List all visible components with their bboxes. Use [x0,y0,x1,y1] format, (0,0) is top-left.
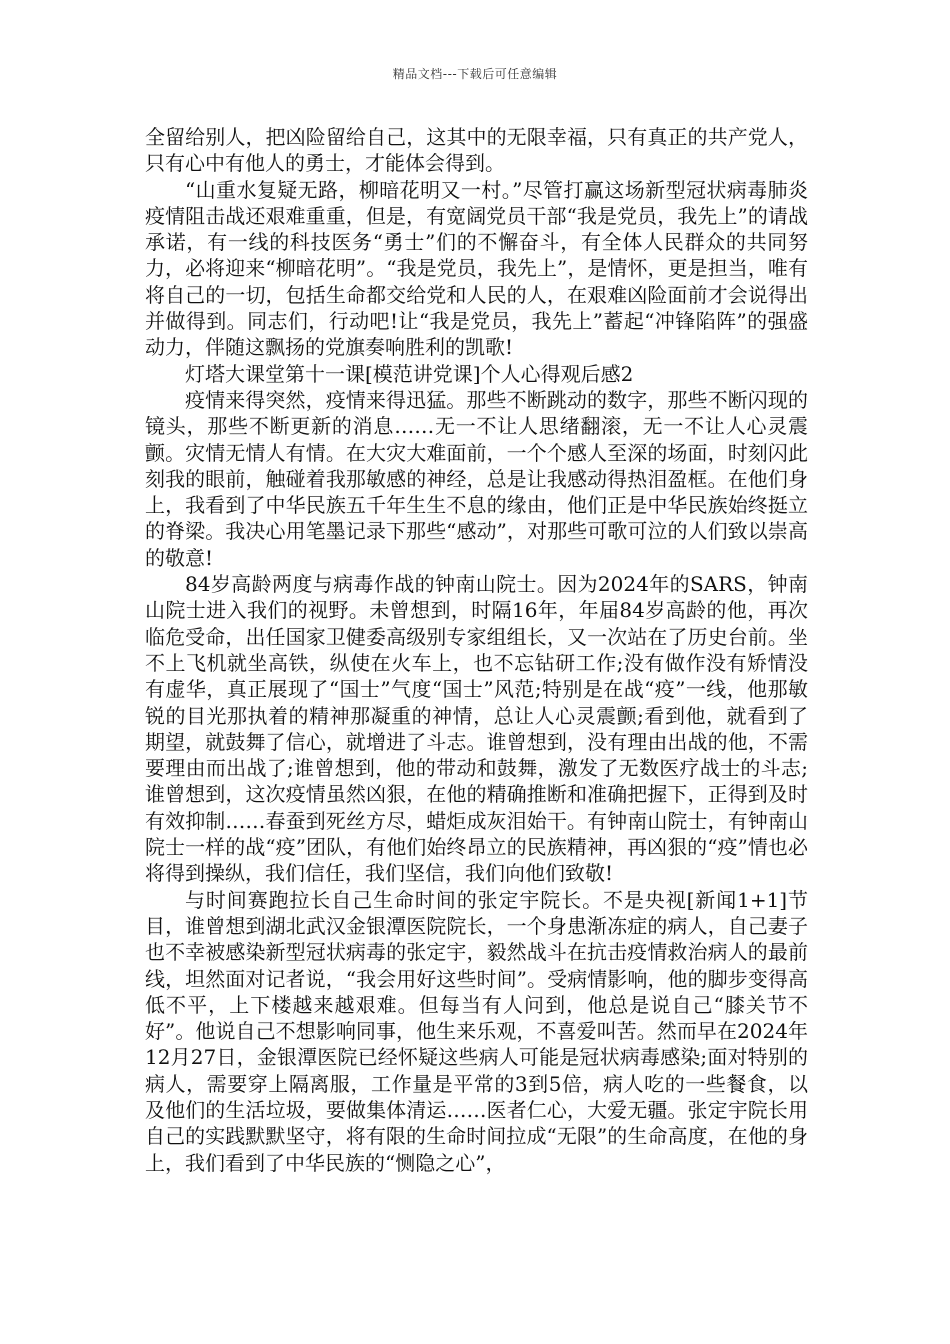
paragraph: “山重水复疑无路，柳暗花明又一村。”尽管打赢这场新型冠状病毒肺炎疫情阻击战还艰难重重，但是，有宽阔党员干部“我是党员，我先上”的请战承诺，有一线的科技医务“勇士”们的不懈奋斗，有全体人民群众的共同努力，必将迎来“柳暗花明”。“我是党员，我先上”，是情怀，更是担当，唯有将自己的一切，包括生命都交给党和人民的人，在艰难凶险面前才会说得出并做得到。同志们，行动吧!让“我是党员，我先上”蓄起“冲锋陷阵”的强盛动力，伴随这飘扬的党旗奏响胜利的凯歌! [145,177,808,360]
paragraph: 84岁高龄两度与病毒作战的钟南山院士。因为2024年的SARS，钟南山院士进入我们的视野。未曾想到，时隔16年，年届84岁高龄的他，再次临危受命，出任国家卫健委高级别专家组组长，又一次站在了历史台前。坐不上飞机就坐高铁，纵使在火车上，也不忘钻研工作;没有做作没有矫情没有虚华，真正展现了“国士”气度“国士”风范;特别是在战“疫”一线，他那敏锐的目光那执着的精神那凝重的神情，总让人心灵震颤;看到他，就看到了期望，就鼓舞了信心，就增进了斗志。谁曾想到，没有理由出战的他，不需要理由而出战了;谁曾想到，他的带动和鼓舞，激发了无数医疗战士的斗志;谁曾想到，这次疫情虽然凶狠，在他的精确推断和准确把握下，正得到及时有效抑制……春蚕到死丝方尽，蜡炬成灰泪始干。有钟南山院士，有钟南山院士一样的战“疫”团队，有他们始终昂立的民族精神，再凶狠的“疫”情也必将得到操纵，我们信任，我们坚信，我们向他们致敬! [145,572,808,886]
paragraph-continuation: 全留给别人，把凶险留给自己，这其中的无限幸福，只有真正的共产党人，只有心中有他人的勇士，才能体会得到。 [145,125,808,176]
section-heading: 灯塔大课堂第十一课[模范讲党课]个人心得观后感2 [185,361,634,386]
document-body [145,124,808,1176]
page-header: 精品文档---下载后可任意编辑 [392,67,558,81]
paragraph: 与时间赛跑拉长自己生命时间的张定宇院长。不是央视[新闻1+1]节目，谁曾想到湖北武汉金银潭医院院长，一个身患渐冻症的病人，自己妻子也不幸被感染新型冠状病毒的张定宇，毅然战斗在抗击疫情救治病人的最前线，坦然面对记者说，“我会用好这些时间”。受病情影响，他的脚步变得高低不平，上下楼越来越艰难。但每当有人问到，他总是说自己“膝关节不好”。他说自己不想影响同事，他生来乐观，不喜爱叫苦。然而早在2024年12月27日，金银潭医院已经怀疑这些病人可能是冠状病毒感染;面对特别的病人，需要穿上隔离服，工作量是平常的3到5倍，病人吃的一些餐食，以及他们的生活垃圾，要做集体清运……医者仁心，大爱无疆。张定宇院长用自己的实践默默坚守，将有限的生命时间拉成“无限”的生命高度，在他的身上，我们看到了中华民族的“恻隐之心”， [145,887,808,1175]
paragraph: 疫情来得突然，疫情来得迅猛。那些不断跳动的数字，那些不断闪现的镜头，那些不断更新的消息……无一不让人思绪翻滚，无一不让人心灵震颤。灾情无情人有情。在大灾大难面前，一个个感人至深的场面，时刻闪此刻我的眼前，触碰着我那敏感的神经，总是让我感动得热泪盈框。在他们身上，我看到了中华民族五千年生生不息的缘由，他们正是中华民族始终挺立的脊梁。我决心用笔墨记录下那些“感动”，对那些可歌可泣的人们致以崇高的敬意! [145,387,808,570]
